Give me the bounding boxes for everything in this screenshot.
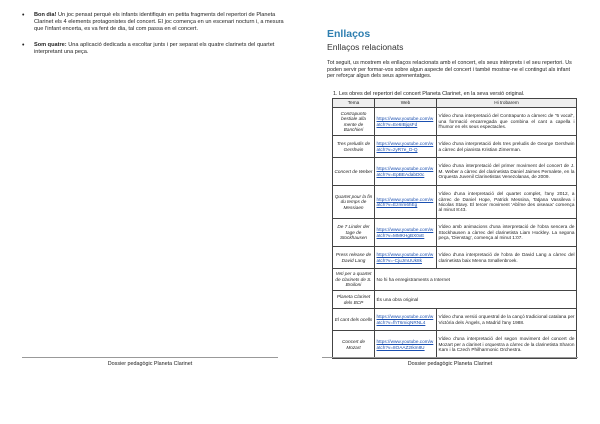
- cell-web-link[interactable]: https://www.youtube.com/watch?v=zyR7e_D-Q: [375, 136, 437, 158]
- table-row: [333, 108, 577, 136]
- cell-tema: Concert de Weber: [333, 158, 375, 186]
- header-tema: Tema: [333, 99, 375, 108]
- cell-web-link[interactable]: https://www.youtube.com/watch?v=Ee6IBjqsFd: [375, 108, 437, 136]
- cell-description: Vídeo d'una interpretació del segon moviment del concert de Mozart per a clarinet i orquestra a càrrec de la clarinetista Sharon Kam i la Czech Philharmonic Orchestra.: [437, 331, 577, 359]
- cell-description: Vídeo d'una interpretació de l'obra de David Lang a càrrec del clarinetista baix Menna Smallenbroek.: [437, 247, 577, 269]
- table-row: [333, 219, 577, 247]
- bullet-item-bon-dia: [20, 12, 288, 34]
- cell-tema: Contrapunto bestiale alla mente de Banchieri: [333, 108, 375, 136]
- table-row: [333, 136, 577, 158]
- cell-tema: Tres preludis de Gershwin: [333, 136, 375, 158]
- table-row: [333, 309, 577, 331]
- table-row: [333, 331, 577, 359]
- cell-tema: Veti per a quartet de clarinets de S. Broiloni: [333, 269, 375, 291]
- cell-web-link[interactable]: https://www.youtube.com/watch?v=EpBEAdabD0c: [375, 158, 437, 186]
- bullet-dot-icon: •: [22, 41, 25, 49]
- bullet-term: Bon dia!: [34, 12, 57, 18]
- cell-description: Vídeo d'una interpretació del Contrapunto a càmerc de "6 vocal", una formació encarregada que combina el cant a capella i l'humor en els seus espectacles.: [437, 108, 577, 136]
- page-title: Enllaços: [327, 28, 371, 40]
- cell-description: Vídeo d'una interpretació del quartet complet, l'any 2012, a càrrec de Daniel Hope, Patrick Messina, Tatjana Vassileva i Nicolas Stavy. El tercer moviment 'Abîme des oiseaux' comença al minut 8:43.: [437, 186, 577, 219]
- bullet-item-som-quatre: [20, 42, 288, 56]
- bullet-text: Una aplicació dedicada a escoltar junts i per separat els quatre clarinets del quartet interpretant una peça.: [34, 41, 275, 55]
- table-row: [333, 291, 577, 309]
- right-page: [300, 0, 600, 424]
- cell-web-note: No hi ha enregistraments a Internet: [375, 269, 577, 291]
- footer-divider: [22, 357, 278, 358]
- page-footer: Dossier pedagògic Planeta Clarinet: [107, 361, 193, 367]
- cell-description: Vídeo d'una versió orquestral de la cançó tradicional catalana per Victòria dels Àngels, a Madrid l'any 1988.: [437, 309, 577, 331]
- bullet-dot-icon: •: [22, 12, 25, 19]
- cell-web-link[interactable]: https://www.youtube.com/watch?v=-CjuJmUUk8k: [375, 247, 437, 269]
- cell-tema: Concert de Mozart: [333, 331, 375, 359]
- cell-web-link[interactable]: https://www.youtube.com/watch?v=MMKHgBX0xE: [375, 219, 437, 247]
- table-header-row: [333, 99, 577, 108]
- cell-web-link[interactable]: https://www.youtube.com/watch?v=Ezmm6hEg: [375, 186, 437, 219]
- table-row: [333, 186, 577, 219]
- cell-tema: Press release de David Lang: [333, 247, 375, 269]
- table-row: [333, 247, 577, 269]
- bullet-term: Som quatre:: [34, 41, 67, 48]
- cell-tema: Quartet pour la fin du temps de Messiaen: [333, 186, 375, 219]
- table-row: [333, 158, 577, 186]
- header-hi-trobarem: Hi trobarem: [437, 99, 577, 108]
- cell-web-link[interactable]: https://www.youtube.com/watch?v=fhT6miqNRNL4: [375, 309, 437, 331]
- footer-divider: [322, 357, 578, 358]
- cell-web-note: És una obra original: [375, 291, 577, 309]
- bullet-list: [20, 12, 288, 64]
- page-subtitle: Enllaços relacionats: [327, 42, 404, 52]
- table-row: [333, 269, 577, 291]
- cell-description: Vídeo amb animacions d'una interpretació de l'obra sencera de Stockhausen a càrrec del clarinetista Liam Hockley. La segona peça, 'Dienstag', comença al minut 1:07.: [437, 219, 577, 247]
- cell-description: Vídeo d'una interpretació del primer moviment del concert de J. M. Weber a càrrec del clarinetista Daniel Jaimes Pernalete, en la Orquesta Juvenil Clarinetistas Venezolanas, de 2009.: [437, 158, 577, 186]
- intro-paragraph: Tot seguit, us mostrem els enllaços relacionats amb el concert, els seus intèrprets i el seu repertori. Us poden servir per formar-vos sobre algun aspecte del concert i també mostrar-ne el contingut als infant per reforçar algun dels seus aprenentatges.: [327, 60, 572, 80]
- cell-tema: Planeta Clarinet dels BCP: [333, 291, 375, 309]
- repertoire-table: [332, 98, 577, 359]
- cell-description: Vídeo d'una interpretació dels tres preludis de George Gershwin a càrrec del pianista Kristian Zimerman.: [437, 136, 577, 158]
- cell-tema: De 7 Linder der tage de Stockhausen: [333, 219, 375, 247]
- header-web: Web: [375, 99, 437, 108]
- bullet-text: Un joc pensat perquè els infants identifiquin en petita fragments del repertori de Planeta Clarinet els 4 elements protagonistes del concert. El joc comença en un escenari nocturn i, a mesura que l'infant encerta, es va fent de dia, tal com passa en el concert.: [34, 12, 284, 33]
- cell-web-link[interactable]: https://www.youtube.com/watch?v=8OAAZ2Ikm8U: [375, 331, 437, 359]
- list-heading: 1. Les obres del repertori del concert Planeta Clarinet, en la seva versió original.: [333, 91, 525, 97]
- cell-tema: El cant dels ocells: [333, 309, 375, 331]
- page-footer: Dossier pedagògic Planeta Clarinet: [407, 361, 493, 367]
